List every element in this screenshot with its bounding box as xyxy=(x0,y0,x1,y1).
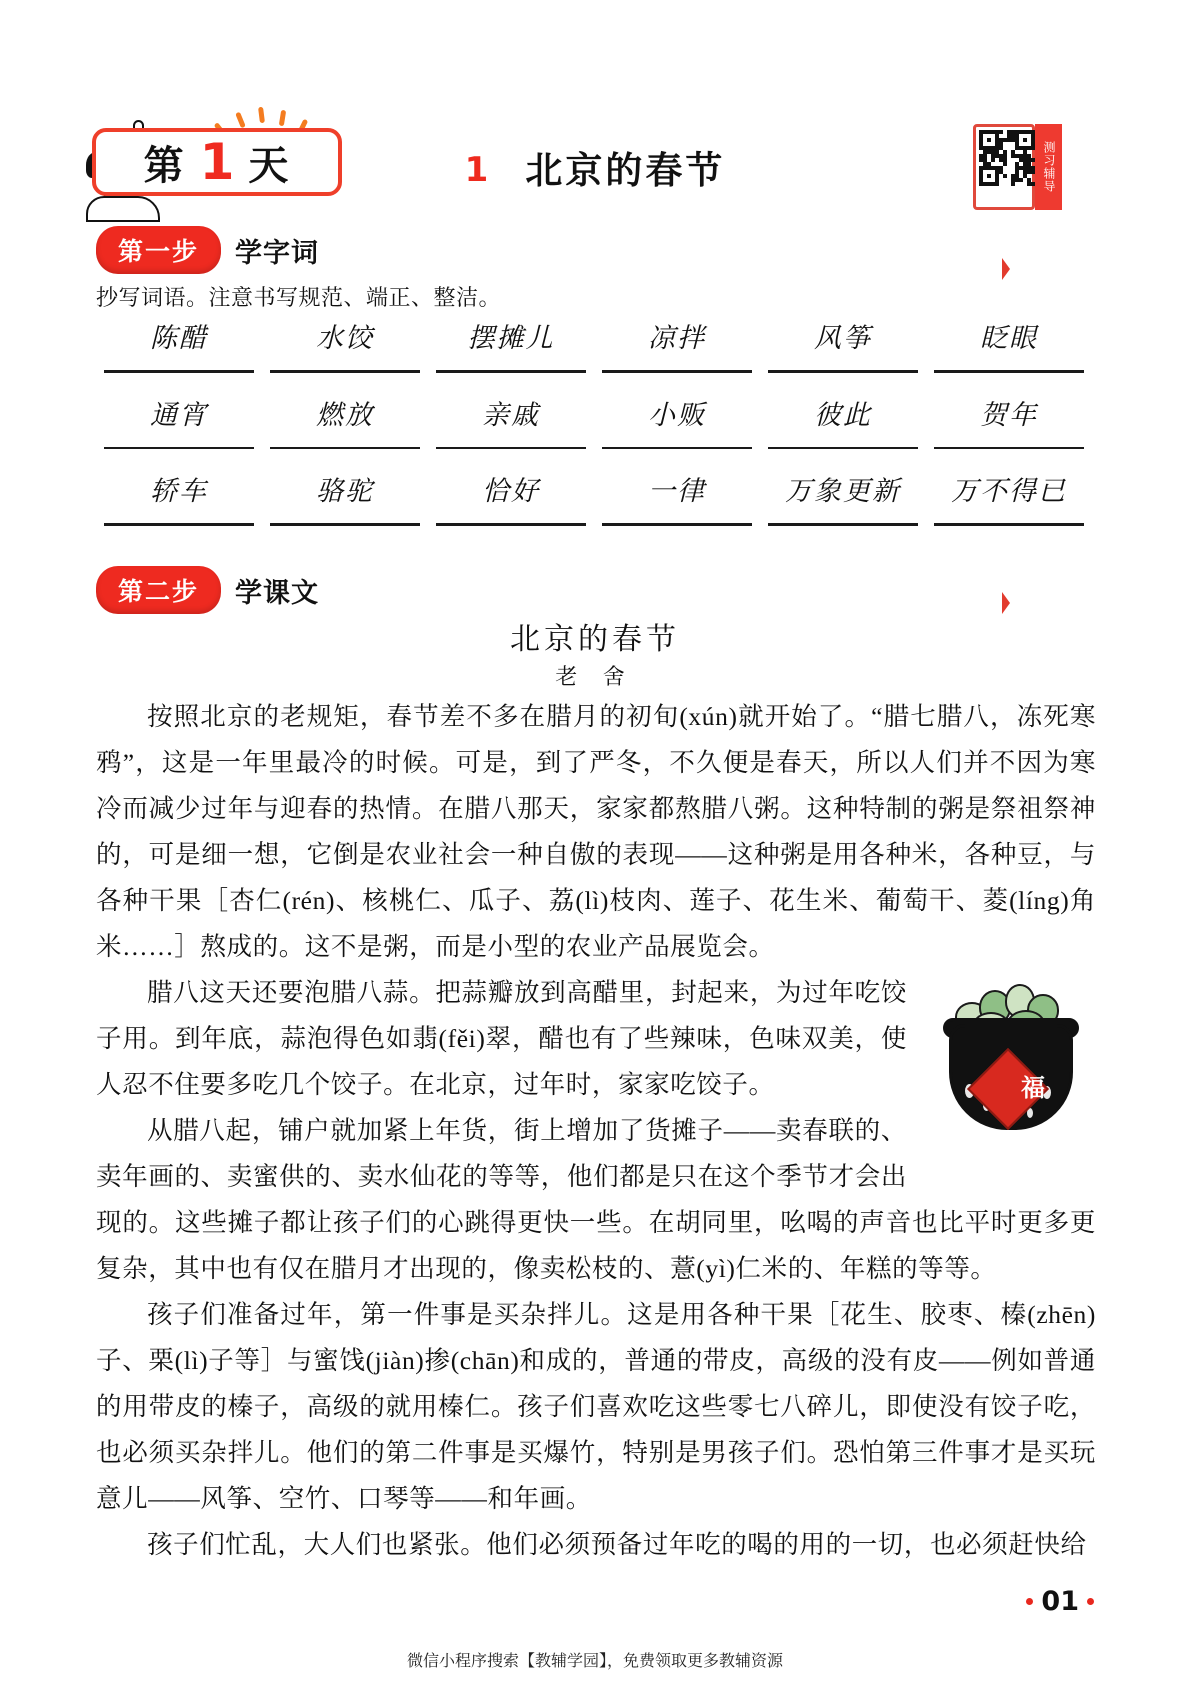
qr-code-label: 测习辅导 xyxy=(1035,124,1062,210)
word-text: 风筝 xyxy=(814,323,872,353)
write-line[interactable] xyxy=(436,370,586,373)
word-text: 骆驼 xyxy=(316,476,374,506)
word-cell xyxy=(96,469,262,546)
word-text: 恰好 xyxy=(482,476,540,506)
article-paragraph: 福 腊八这天还要泡腊八蒜。把蒜瓣放到高醋里，封起来，为过年吃饺子用。到年底，蒜泡得色如翡(fěi)翠，醋也有了些辣味，色味双美，使人忍不住要多吃几个饺子。在北京，过年时，家家吃饺子。 xyxy=(96,970,1096,1108)
write-line[interactable] xyxy=(104,370,254,373)
step-two-label: 学课文 xyxy=(235,577,320,609)
word-text: 摆摊儿 xyxy=(467,323,555,353)
write-line[interactable] xyxy=(602,523,752,526)
word-text: 贺年 xyxy=(980,399,1038,430)
step-one-pill: 第一步 xyxy=(96,226,221,274)
write-line[interactable] xyxy=(104,447,254,450)
pickled-garlic-jar-illustration: 福 xyxy=(921,976,1096,1151)
word-cell xyxy=(594,393,760,470)
word-text: 万象更新 xyxy=(785,476,901,506)
page-number xyxy=(1026,1586,1094,1617)
article-author: 老 舍 xyxy=(555,664,635,689)
word-row xyxy=(96,469,1096,546)
word-cell xyxy=(926,393,1092,470)
article-paragraph: 按照北京的老规矩，春节差不多在腊月的初旬(xún)就开始了。“腊七腊八，冻死寒鸦”，这是一年里最冷的时候。可是，到了严冬，不久便是春天，所以人们并不因为寒冷而减少过年与迎春的热情。在腊八那天，家家都熬腊八粥。这种特制的粥是祭祖祭神的，可是细一想，它倒是农业社会一种自傲的表现——这种粥是用各种米，各种豆，与各种干果［杏仁(rén)、核桃仁、瓜子、荔(lì)枝肉、莲子、花生米、葡萄干、菱(líng)角米……］熬成的。这不是粥，而是小型的农业产品展览会。 xyxy=(96,702,1096,961)
word-copy-grid xyxy=(96,316,1096,546)
corner-mark-icon xyxy=(1002,258,1020,280)
word-text: 轿车 xyxy=(150,476,208,506)
word-text: 亲戚 xyxy=(482,399,540,430)
write-line[interactable] xyxy=(270,370,420,373)
word-text: 一律 xyxy=(648,476,706,506)
copy-words-instruction: 抄写词语。注意书写规范、端正、整洁。 xyxy=(96,286,502,311)
day-prefix: 第 xyxy=(143,142,186,189)
word-text: 眨眼 xyxy=(980,323,1038,353)
word-cell xyxy=(96,316,262,393)
article-title: 北京的春节 xyxy=(510,623,680,656)
day-suffix: 天 xyxy=(248,142,291,189)
page-number-dot-left xyxy=(1026,1598,1033,1605)
word-cell xyxy=(594,469,760,546)
word-cell xyxy=(760,469,926,546)
chapter-name: 北京的春节 xyxy=(525,149,726,192)
word-row xyxy=(96,393,1096,470)
write-line[interactable] xyxy=(934,523,1084,526)
corner-mark-icon xyxy=(1002,592,1020,614)
write-line[interactable] xyxy=(768,523,918,526)
word-text: 通宵 xyxy=(150,399,208,430)
step-two-pill: 第二步 xyxy=(96,566,221,614)
word-cell xyxy=(96,393,262,470)
chapter-number: 1 xyxy=(464,150,489,190)
write-line[interactable] xyxy=(602,447,752,450)
word-cell xyxy=(926,469,1092,546)
word-cell xyxy=(262,393,428,470)
word-row xyxy=(96,316,1096,393)
article-paragraph: 从腊八起，铺户就加紧上年货，街上增加了货摊子——卖春联的、卖年画的、卖蜜供的、卖水仙花的等等，他们都是只在这个季节才会出现的。这些摊子都让孩子们的心跳得更快一些。在胡同里，吆喝的声音也比平时更多更复杂，其中也有仅在腊月才出现的，像卖松枝的、薏(yì)仁米的、年糕的等等。 xyxy=(96,1116,1096,1283)
article-body xyxy=(96,694,1096,1568)
write-line[interactable] xyxy=(270,447,420,450)
write-line[interactable] xyxy=(436,523,586,526)
word-cell xyxy=(594,316,760,393)
word-cell xyxy=(760,393,926,470)
write-line[interactable] xyxy=(104,523,254,526)
word-cell xyxy=(926,316,1092,393)
step-two-heading xyxy=(96,566,319,614)
word-cell xyxy=(428,316,594,393)
word-text: 万不得已 xyxy=(951,476,1067,506)
page-number-value: 01 xyxy=(1041,1586,1079,1617)
write-line[interactable] xyxy=(768,370,918,373)
word-text: 燃放 xyxy=(316,399,374,430)
footer-note: 微信小程序搜索【教辅学园】，免费领取更多教辅资源 xyxy=(406,1651,783,1670)
word-cell xyxy=(428,469,594,546)
write-line[interactable] xyxy=(270,523,420,526)
write-line[interactable] xyxy=(768,447,918,450)
page-header xyxy=(0,0,1190,230)
day-number: 1 xyxy=(199,133,235,191)
write-line[interactable] xyxy=(934,447,1084,450)
step-one-heading xyxy=(96,226,319,274)
write-line[interactable] xyxy=(934,370,1084,373)
word-cell xyxy=(262,316,428,393)
word-text: 水饺 xyxy=(316,323,374,353)
word-text: 彼此 xyxy=(814,399,872,430)
step-one-label: 学字词 xyxy=(235,237,320,269)
word-cell xyxy=(760,316,926,393)
write-line[interactable] xyxy=(436,447,586,450)
page-number-dot-right xyxy=(1087,1598,1094,1605)
article-paragraph: 孩子们忙乱，大人们也紧张。他们必须预备过年吃的喝的用的一切，也必须赶快给 xyxy=(147,1530,1087,1559)
word-cell xyxy=(262,469,428,546)
word-text: 陈醋 xyxy=(150,323,208,353)
word-cell xyxy=(428,393,594,470)
article-paragraph: 孩子们准备过年，第一件事是买杂拌儿。这是用各种干果［花生、胶枣、榛(zhēn)子、栗(lì)子等］与蜜饯(jiàn)掺(chān)和成的，普通的带皮，高级的没有皮——例如普通的用带皮的榛子，高级的就用榛仁。孩子们喜欢吃这些零七八碎儿，即使没有饺子吃，也必须买杂拌儿。他们的第二件事是买爆竹，特别是男孩子们。恐怕第三件事才是买玩意儿——风筝、空竹、口琴等——和年画。 xyxy=(96,1300,1096,1513)
word-text: 小贩 xyxy=(648,399,706,430)
write-line[interactable] xyxy=(602,370,752,373)
qr-code-icon[interactable] xyxy=(973,124,1035,210)
word-text: 凉拌 xyxy=(648,323,706,353)
